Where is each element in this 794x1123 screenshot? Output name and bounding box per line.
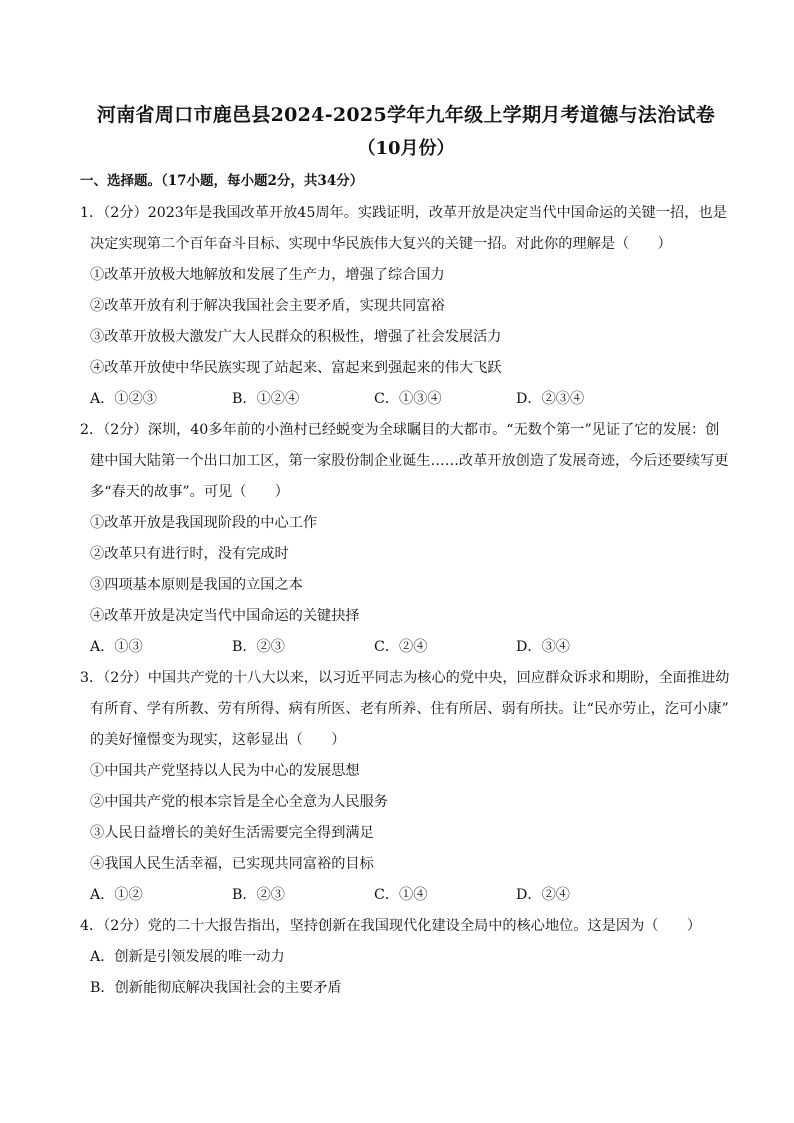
statement-option: ④改革开放使中华民族实现了站起来、富起来到强起来的伟大飞跃 xyxy=(90,360,502,376)
answer-choice-b[interactable]: B．①②④ xyxy=(232,391,300,407)
question-4 xyxy=(80,911,722,1004)
answer-choice-d[interactable]: D．②③④ xyxy=(516,391,585,407)
statement-option: ①中国共产党坚持以人民为中心的发展思想 xyxy=(90,763,360,779)
question-stem-line: 的美好憧憬变为现实，这彰显出（ ） xyxy=(90,732,346,748)
statement-option: ②中国共产党的根本宗旨是全心全意为人民服务 xyxy=(90,794,388,810)
statement-option: ③四项基本原则是我国的立国之本 xyxy=(90,577,303,593)
statement-option: ④改革开放是决定当代中国命运的关键抉择 xyxy=(90,608,360,624)
question-2 xyxy=(80,415,729,663)
question-3 xyxy=(80,663,730,911)
statement-option: ②改革开放有利于解决我国社会主要矛盾，实现共同富裕 xyxy=(90,298,445,314)
answer-choice-b[interactable]: B．②③ xyxy=(232,639,285,655)
question-stem-line: 4．（2分）党的二十大报告指出，坚持创新在我国现代化建设全局中的核心地位。这是因为（ ） xyxy=(80,918,702,934)
exam-subtitle: （10月份） xyxy=(357,138,455,159)
question-1 xyxy=(80,198,727,415)
answer-choice-a[interactable]: A．①③ xyxy=(90,639,143,655)
question-stem-line: 建中国大陆第一个出口加工区，第一家股份制企业诞生……改革开放创造了发展奇迹，今后还要续写更 xyxy=(90,453,729,469)
section-heading: 一、选择题。（17小题，每小题2分，共34分） xyxy=(80,173,364,189)
statement-option: ③人民日益增长的美好生活需要完全得到满足 xyxy=(90,825,374,841)
statement-option: ③改革开放极大激发广大人民群众的积极性，增强了社会发展活力 xyxy=(90,329,502,345)
question-stem-line: 2．（2分）深圳，40多年前的小渔村已经蜕变为全球瞩目的大都市。“无数个第一”见证了它的发展：创 xyxy=(80,422,720,438)
question-stem-line: 3．（2分）中国共产党的十八大以来，以习近平同志为核心的党中央，回应群众诉求和期盼，全面推进幼 xyxy=(80,670,730,686)
statement-option: ④我国人民生活幸福，已实现共同富裕的目标 xyxy=(90,856,374,872)
question-stem-line: 有所育、学有所教、劳有所得、病有所医、老有所养、住有所居、弱有所扶。让“民亦劳止，汔可小康” xyxy=(90,701,729,717)
question-stem-line: 多“春天的故事”。可见（ ） xyxy=(90,484,289,500)
answer-choice-a[interactable]: A．①② xyxy=(90,887,143,903)
answer-choice-d[interactable]: D．②④ xyxy=(516,887,570,903)
answer-choices xyxy=(90,880,722,911)
answer-choices xyxy=(90,384,722,415)
answer-choice-b[interactable]: B．②③ xyxy=(232,887,285,903)
answer-choices xyxy=(90,632,722,663)
answer-choice-c[interactable]: C．①④ xyxy=(374,887,428,903)
answer-choice-c[interactable]: C．①③④ xyxy=(374,391,442,407)
statement-option: ②改革只有进行时，没有完成时 xyxy=(90,546,289,562)
answer-choice-c[interactable]: C．②④ xyxy=(374,639,428,655)
answer-choice-b[interactable]: B．创新能彻底解决我国社会的主要矛盾 xyxy=(90,980,342,996)
answer-choice-d[interactable]: D．③④ xyxy=(516,639,570,655)
answer-choice-a[interactable]: A．①②③ xyxy=(90,391,157,407)
answer-choice-a[interactable]: A．创新是引领发展的唯一动力 xyxy=(90,949,285,965)
question-stem-line: 1．（2分）2023年是我国改革开放45周年。实践证明，改革开放是决定当代中国命运的关键一招，也是 xyxy=(80,205,727,221)
statement-option: ①改革开放极大地解放和发展了生产力，增强了综合国力 xyxy=(90,267,445,283)
exam-title: 河南省周口市鹿邑县2024-2025学年九年级上学期月考道德与法治试卷 xyxy=(96,104,716,126)
statement-option: ①改革开放是我国现阶段的中心工作 xyxy=(90,515,318,531)
question-stem-line: 决定实现第二个百年奋斗目标、实现中华民族伟大复兴的关键一招。对此你的理解是（ ） xyxy=(90,236,672,252)
